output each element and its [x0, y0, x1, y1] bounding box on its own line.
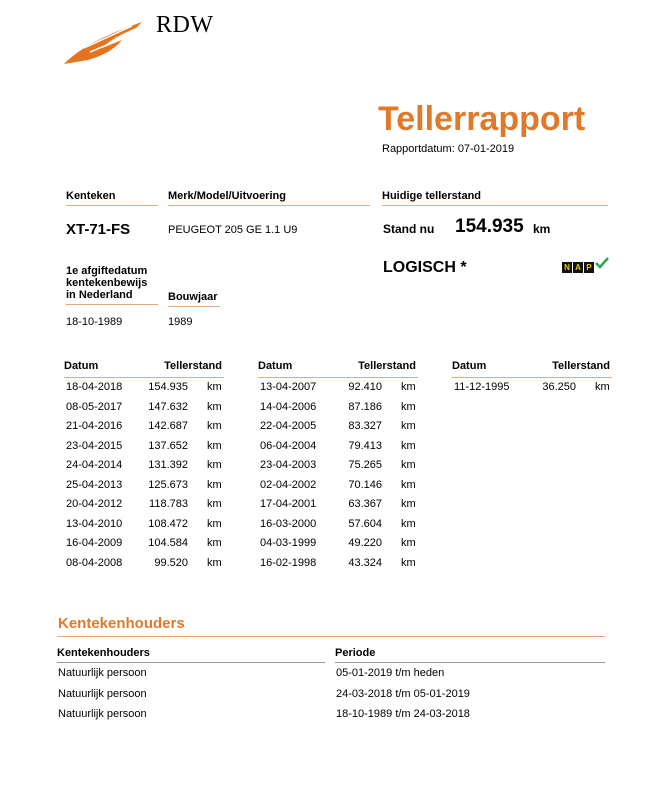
reading-unit: km — [401, 381, 416, 393]
nap-letter: A — [573, 262, 583, 273]
reading-value: 83.327 — [348, 420, 382, 432]
reading-date: 22-04-2005 — [260, 420, 317, 432]
reading-unit: km — [207, 459, 222, 471]
reading-date: 16-03-2000 — [260, 517, 317, 530]
first-date-value: 18-10-1989 — [66, 316, 123, 328]
reading-value: 36.250 — [542, 381, 576, 393]
reading-date: 13-04-2007 — [260, 381, 317, 393]
reading-date: 02-04-2002 — [260, 478, 317, 491]
reading-date: 21-04-2016 — [66, 420, 123, 432]
reading-unit: km — [207, 439, 222, 452]
reading-date: 25-04-2013 — [66, 478, 123, 491]
readings-header-col2 — [258, 360, 418, 378]
reading-date: 13-04-2010 — [66, 517, 123, 530]
reading-date: 08-04-2008 — [66, 556, 123, 569]
stand-value: 154.935 — [455, 216, 524, 237]
reading-value: 87.186 — [348, 400, 382, 413]
reading-date: 06-04-2004 — [260, 439, 317, 452]
reading-value: 104.584 — [148, 537, 188, 549]
reading-unit: km — [207, 556, 222, 569]
reading-value: 147.632 — [148, 400, 188, 413]
kenteken-value: XT-71-FS — [66, 221, 131, 238]
stand-label: Stand nu — [383, 222, 435, 236]
holders-section-title: Kentekenhouders — [58, 615, 185, 632]
reading-unit: km — [401, 556, 416, 569]
reading-value: 43.324 — [348, 556, 382, 569]
reading-date: 08-05-2017 — [66, 400, 123, 413]
reading-value: 131.392 — [148, 459, 188, 471]
reading-unit: km — [401, 400, 416, 413]
reading-date: 23-04-2015 — [66, 439, 123, 452]
first-date-label: 1e afgiftedatum kentekenbewijs in Nederland — [66, 265, 158, 305]
reading-value: 49.220 — [348, 537, 382, 549]
nap-letter: P — [584, 262, 594, 273]
reading-date: 17-04-2001 — [260, 498, 317, 510]
reading-date: 04-03-1999 — [260, 537, 317, 549]
reading-value: 63.367 — [348, 498, 382, 510]
reading-value: 154.935 — [148, 381, 188, 393]
reading-unit: km — [401, 517, 416, 530]
kenteken-label: Kenteken — [66, 190, 158, 206]
reading-value: 99.520 — [154, 556, 188, 569]
reading-unit: km — [401, 478, 416, 491]
reading-value: 70.146 — [348, 478, 382, 491]
nap-letter: N — [562, 262, 572, 273]
reading-unit: km — [401, 459, 416, 471]
holder-column-header: Kentekenhouders — [57, 647, 325, 663]
reading-unit: km — [595, 381, 610, 393]
reading-unit: km — [207, 420, 222, 432]
counter-label: Huidige tellerstand — [382, 190, 608, 206]
reading-date: 14-04-2006 — [260, 400, 317, 413]
reading-value: 118.783 — [149, 498, 188, 510]
holder-type: Natuurlijk persoon — [58, 667, 147, 679]
reading-unit: km — [207, 537, 222, 549]
reading-value: 108.472 — [148, 517, 188, 530]
reading-unit: km — [401, 439, 416, 452]
reading-unit: km — [207, 381, 222, 393]
reading-date: 20-04-2012 — [66, 498, 123, 510]
report-date: Rapportdatum: 07-01-2019 — [382, 143, 515, 155]
holder-type: Natuurlijk persoon — [58, 708, 147, 720]
reading-date: 24-04-2014 — [66, 459, 123, 471]
reading-unit: km — [207, 478, 222, 491]
reading-unit: km — [207, 400, 222, 413]
readings-header-col3 — [452, 360, 612, 378]
reading-value: 75.265 — [348, 459, 382, 471]
readings-header-col1 — [64, 360, 224, 378]
reading-date: 16-02-1998 — [260, 556, 317, 569]
reading-date: 16-04-2009 — [66, 537, 123, 549]
merk-value: PEUGEOT 205 GE 1.1 U9 — [168, 224, 298, 236]
value-header: Tellerstand — [358, 360, 416, 372]
reading-value: 137.652 — [148, 439, 188, 452]
reading-unit: km — [401, 537, 416, 549]
reading-date: 18-04-2018 — [66, 381, 123, 393]
reading-unit: km — [401, 420, 416, 432]
reading-value: 79.413 — [348, 439, 382, 452]
brand-name: RDW — [156, 12, 214, 38]
bouwjaar-label: Bouwjaar — [168, 291, 220, 307]
holder-type: Natuurlijk persoon — [58, 687, 147, 700]
reading-date: 23-04-2003 — [260, 459, 317, 471]
date-header: Datum — [64, 360, 99, 372]
stand-unit: km — [533, 222, 551, 236]
merk-label: Merk/Model/Uitvoering — [168, 190, 370, 206]
section-divider — [57, 636, 605, 637]
nap-logo-icon — [562, 257, 610, 274]
reading-date: 11-12-1995 — [454, 381, 510, 393]
verdict: LOGISCH * — [383, 259, 467, 276]
page-title: Tellerrapport — [378, 100, 586, 138]
holder-period: 05-01-2019 t/m heden — [336, 667, 445, 679]
rdw-logo-icon — [62, 18, 152, 68]
reading-unit: km — [207, 517, 222, 530]
reading-value: 142.687 — [148, 420, 188, 432]
value-header: Tellerstand — [164, 360, 222, 372]
holder-period: 18-10-1989 t/m 24-03-2018 — [336, 708, 470, 720]
value-header: Tellerstand — [552, 360, 610, 372]
reading-value: 92.410 — [348, 381, 382, 393]
reading-unit: km — [207, 498, 222, 510]
bouwjaar-value: 1989 — [168, 316, 193, 328]
reading-value: 57.604 — [348, 517, 382, 530]
period-column-header: Periode — [335, 647, 605, 663]
reading-value: 125.673 — [148, 478, 188, 491]
reading-unit: km — [401, 498, 416, 510]
date-header: Datum — [452, 360, 487, 372]
holder-period: 24-03-2018 t/m 05-01-2019 — [336, 687, 470, 700]
date-header: Datum — [258, 360, 293, 372]
checkmark-icon — [595, 257, 609, 269]
